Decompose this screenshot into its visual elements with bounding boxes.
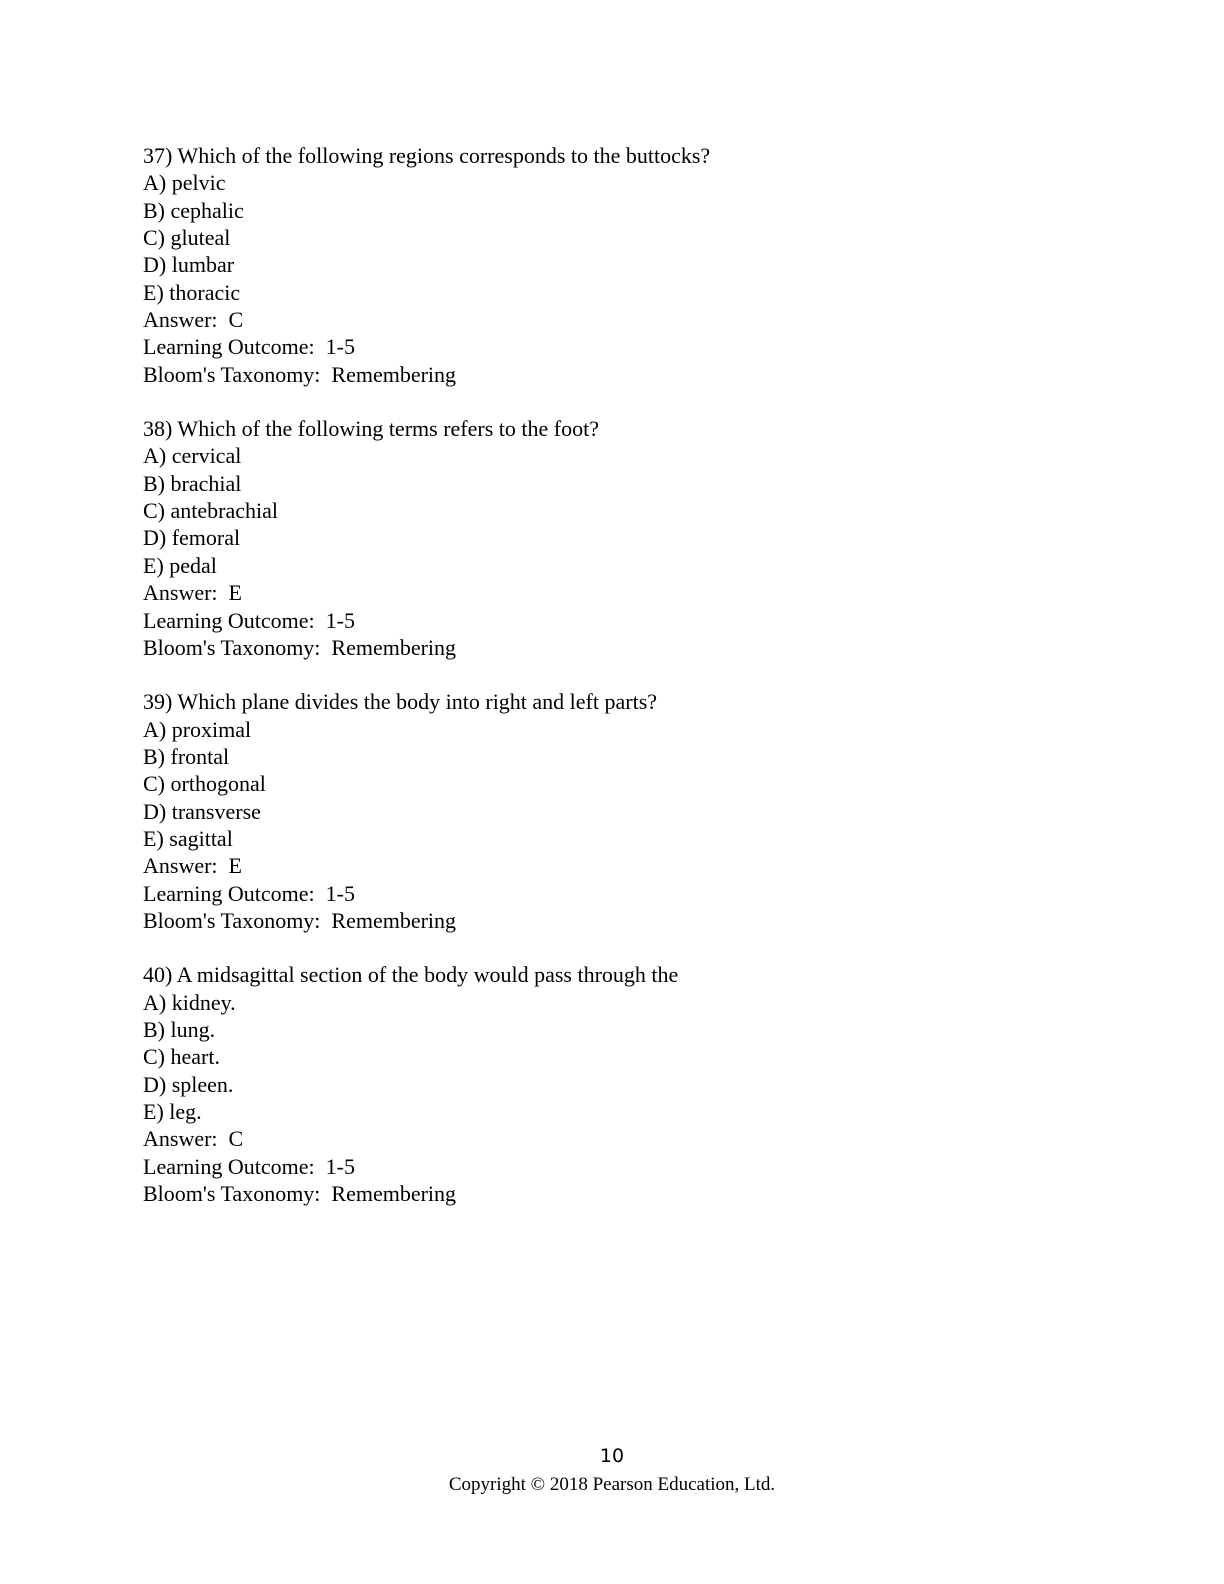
- answer-line: Answer: C: [143, 1126, 244, 1152]
- option-c: C) orthogonal: [143, 771, 266, 797]
- question-list: [143, 142, 1103, 1234]
- learning-outcome-line: Learning Outcome: 1-5: [143, 607, 355, 633]
- option-b: B) cephalic: [143, 197, 244, 223]
- question-stem: 38) Which of the following terms refers to the foot?: [143, 416, 599, 442]
- option-a: A) kidney.: [143, 989, 236, 1015]
- option-c: C) heart.: [143, 1044, 220, 1070]
- learning-outcome-line: Learning Outcome: 1-5: [143, 880, 355, 906]
- option-d: D) femoral: [143, 525, 241, 551]
- blooms-taxonomy-line: Bloom's Taxonomy: Remembering: [143, 361, 457, 387]
- question-39: [143, 688, 1103, 934]
- option-e: E) sagittal: [143, 825, 233, 851]
- option-c: C) gluteal: [143, 225, 231, 251]
- option-b: B) lung.: [143, 1016, 216, 1042]
- option-d: D) spleen.: [143, 1071, 234, 1097]
- learning-outcome-line: Learning Outcome: 1-5: [143, 1153, 355, 1179]
- option-e: E) thoracic: [143, 279, 241, 305]
- page-number: 10: [599, 1445, 625, 1467]
- answer-line: Answer: E: [143, 853, 242, 879]
- option-a: A) cervical: [143, 443, 242, 469]
- option-b: B) frontal: [143, 743, 230, 769]
- blooms-taxonomy-line: Bloom's Taxonomy: Remembering: [143, 907, 457, 933]
- question-stem: 37) Which of the following regions corresponds to the buttocks?: [143, 143, 711, 168]
- learning-outcome-line: Learning Outcome: 1-5: [143, 334, 355, 360]
- question-40: [143, 961, 1103, 1207]
- option-e: E) pedal: [143, 552, 217, 578]
- copyright-notice: Copyright © 2018 Pearson Education, Ltd.: [448, 1474, 776, 1495]
- blooms-taxonomy-line: Bloom's Taxonomy: Remembering: [143, 1181, 457, 1207]
- blooms-taxonomy-line: Bloom's Taxonomy: Remembering: [143, 634, 457, 660]
- option-a: A) proximal: [143, 716, 252, 742]
- option-d: D) transverse: [143, 798, 261, 824]
- question-stem: 39) Which plane divides the body into right and left parts?: [143, 689, 658, 715]
- answer-line: Answer: C: [143, 307, 244, 333]
- answer-line: Answer: E: [143, 580, 242, 606]
- question-37: [143, 142, 1103, 388]
- option-c: C) antebrachial: [143, 498, 278, 524]
- option-b: B) brachial: [143, 470, 242, 496]
- option-a: A) pelvic: [143, 170, 226, 196]
- question-38: [143, 415, 1103, 661]
- option-d: D) lumbar: [143, 252, 235, 278]
- question-stem: 40) A midsagittal section of the body would pass through the: [143, 962, 679, 988]
- option-e: E) leg.: [143, 1099, 202, 1124]
